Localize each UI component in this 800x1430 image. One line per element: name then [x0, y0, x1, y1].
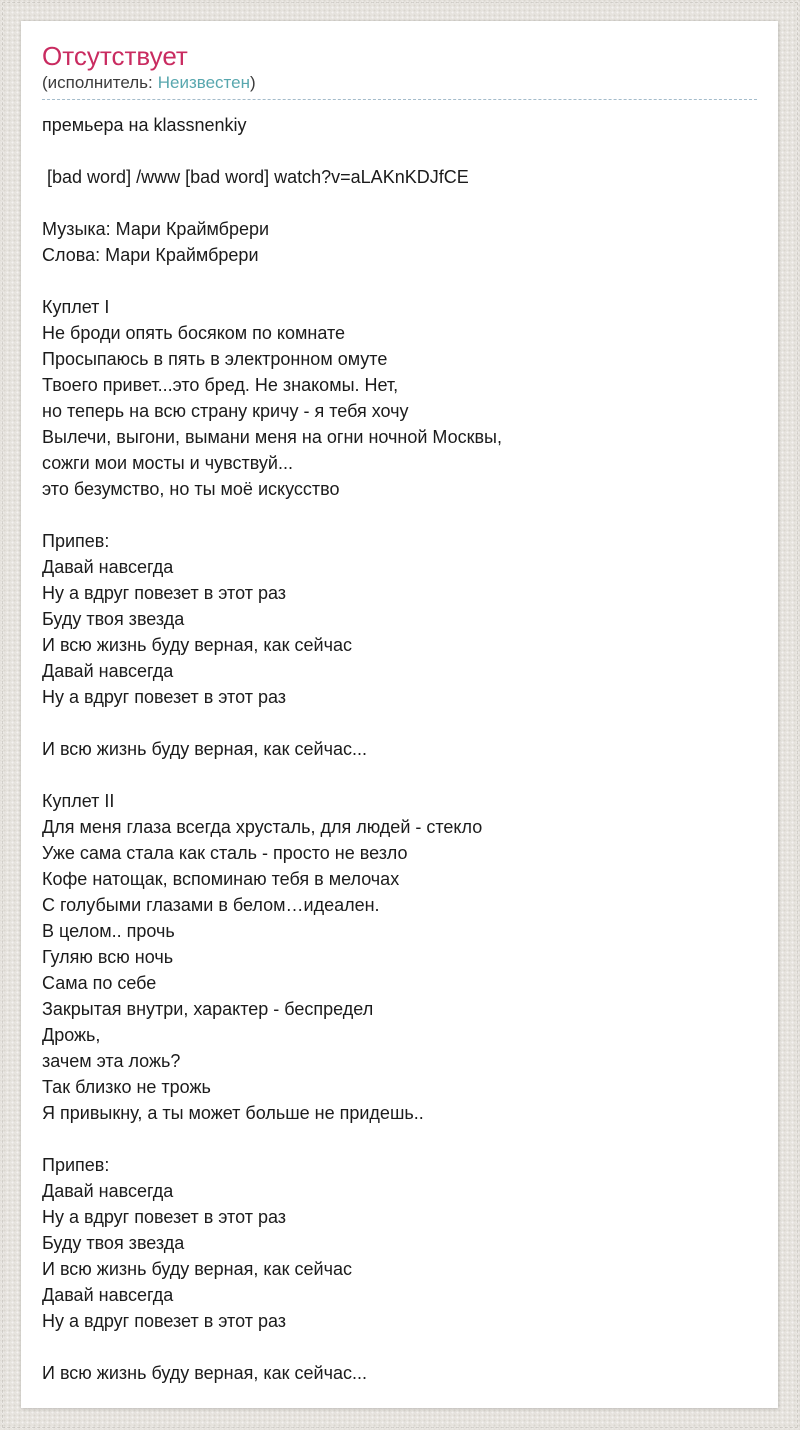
- lyric-line: Закрытая внутри, характер - беспредел: [42, 999, 374, 1019]
- artist-label: (исполнитель:: [42, 73, 153, 92]
- artist-close-paren: ): [250, 73, 256, 92]
- lyric-line: Ну а вдруг повезет в этот раз: [42, 583, 287, 603]
- lyric-line: Вылечи, выгони, вымани меня на огни ночной Москвы,: [42, 427, 502, 447]
- lyric-line: Буду твоя звезда: [42, 609, 185, 629]
- lyric-line: [42, 762, 757, 788]
- lyric-line: И всю жизнь буду верная, как сейчас: [42, 1259, 352, 1279]
- lyric-line: сожги мои мосты и чувствуй...: [42, 453, 293, 473]
- artist-link[interactable]: Неизвестен: [157, 73, 250, 92]
- lyric-line: [bad word] /www [bad word] watch?v=aLAKnKDJfCE: [42, 167, 469, 187]
- lyric-line: Ну а вдруг повезет в этот раз: [42, 687, 287, 707]
- lyric-line: Давай навсегда: [42, 1285, 174, 1305]
- lyric-line: [42, 502, 757, 528]
- lyric-line: С голубыми глазами в белом…идеален.: [42, 895, 380, 915]
- lyric-line: Я привыкну, а ты может больше не придешь..: [42, 1103, 424, 1123]
- lyric-line: но теперь на всю страну кричу - я тебя хочу: [42, 401, 409, 421]
- lyric-line: И всю жизнь буду верная, как сейчас: [42, 635, 352, 655]
- lyric-line: Ну а вдруг повезет в этот раз: [42, 1311, 287, 1331]
- lyrics-text: [42, 112, 757, 1386]
- artist-line: [42, 71, 757, 100]
- lyric-line: Не броди опять босяком по комнате: [42, 323, 345, 343]
- lyric-line: зачем эта ложь?: [42, 1051, 181, 1071]
- lyric-line: Куплет I: [42, 297, 110, 317]
- lyric-line: Кофе натощак, вспоминаю тебя в мелочах: [42, 869, 400, 889]
- lyric-line: Для меня глаза всегда хрусталь, для людей - стекло: [42, 817, 483, 837]
- lyric-line: Ну а вдруг повезет в этот раз: [42, 1207, 287, 1227]
- lyric-line: [42, 190, 757, 216]
- lyric-line: это безумство, но ты моё искусство: [42, 479, 340, 499]
- lyric-line: Гуляю всю ночь: [42, 947, 174, 967]
- lyric-line: Припев:: [42, 1155, 110, 1175]
- lyric-line: Уже сама стала как сталь - просто не везло: [42, 843, 408, 863]
- lyrics-card: [21, 21, 778, 1408]
- lyric-line: Давай навсегда: [42, 557, 174, 577]
- lyric-line: Давай навсегда: [42, 661, 174, 681]
- lyric-line: Сама по себе: [42, 973, 157, 993]
- lyric-line: [42, 1334, 757, 1360]
- lyric-line: И всю жизнь буду верная, как сейчас...: [42, 739, 367, 759]
- lyric-line: Слова: Мари Краймбрери: [42, 245, 259, 265]
- lyric-line: [42, 1126, 757, 1152]
- lyric-line: И всю жизнь буду верная, как сейчас...: [42, 1363, 367, 1383]
- lyric-line: Музыка: Мари Краймбрери: [42, 219, 270, 239]
- lyric-line: [42, 268, 757, 294]
- lyric-line: Куплет II: [42, 791, 115, 811]
- lyric-line: Буду твоя звезда: [42, 1233, 185, 1253]
- lyric-line: Дрожь,: [42, 1025, 101, 1045]
- lyric-line: [42, 138, 757, 164]
- lyric-line: [42, 710, 757, 736]
- lyric-line: Припев:: [42, 531, 110, 551]
- page-title: Отсутствует: [42, 41, 188, 71]
- lyric-line: Давай навсегда: [42, 1181, 174, 1201]
- lyric-line: премьера на klassnenkiy: [42, 115, 247, 135]
- lyric-line: Просыпаюсь в пять в электронном омуте: [42, 349, 388, 369]
- lyric-line: В целом.. прочь: [42, 921, 175, 941]
- lyric-line: Твоего привет...это бред. Не знакомы. Нет,: [42, 375, 399, 395]
- lyric-line: Так близко не трожь: [42, 1077, 211, 1097]
